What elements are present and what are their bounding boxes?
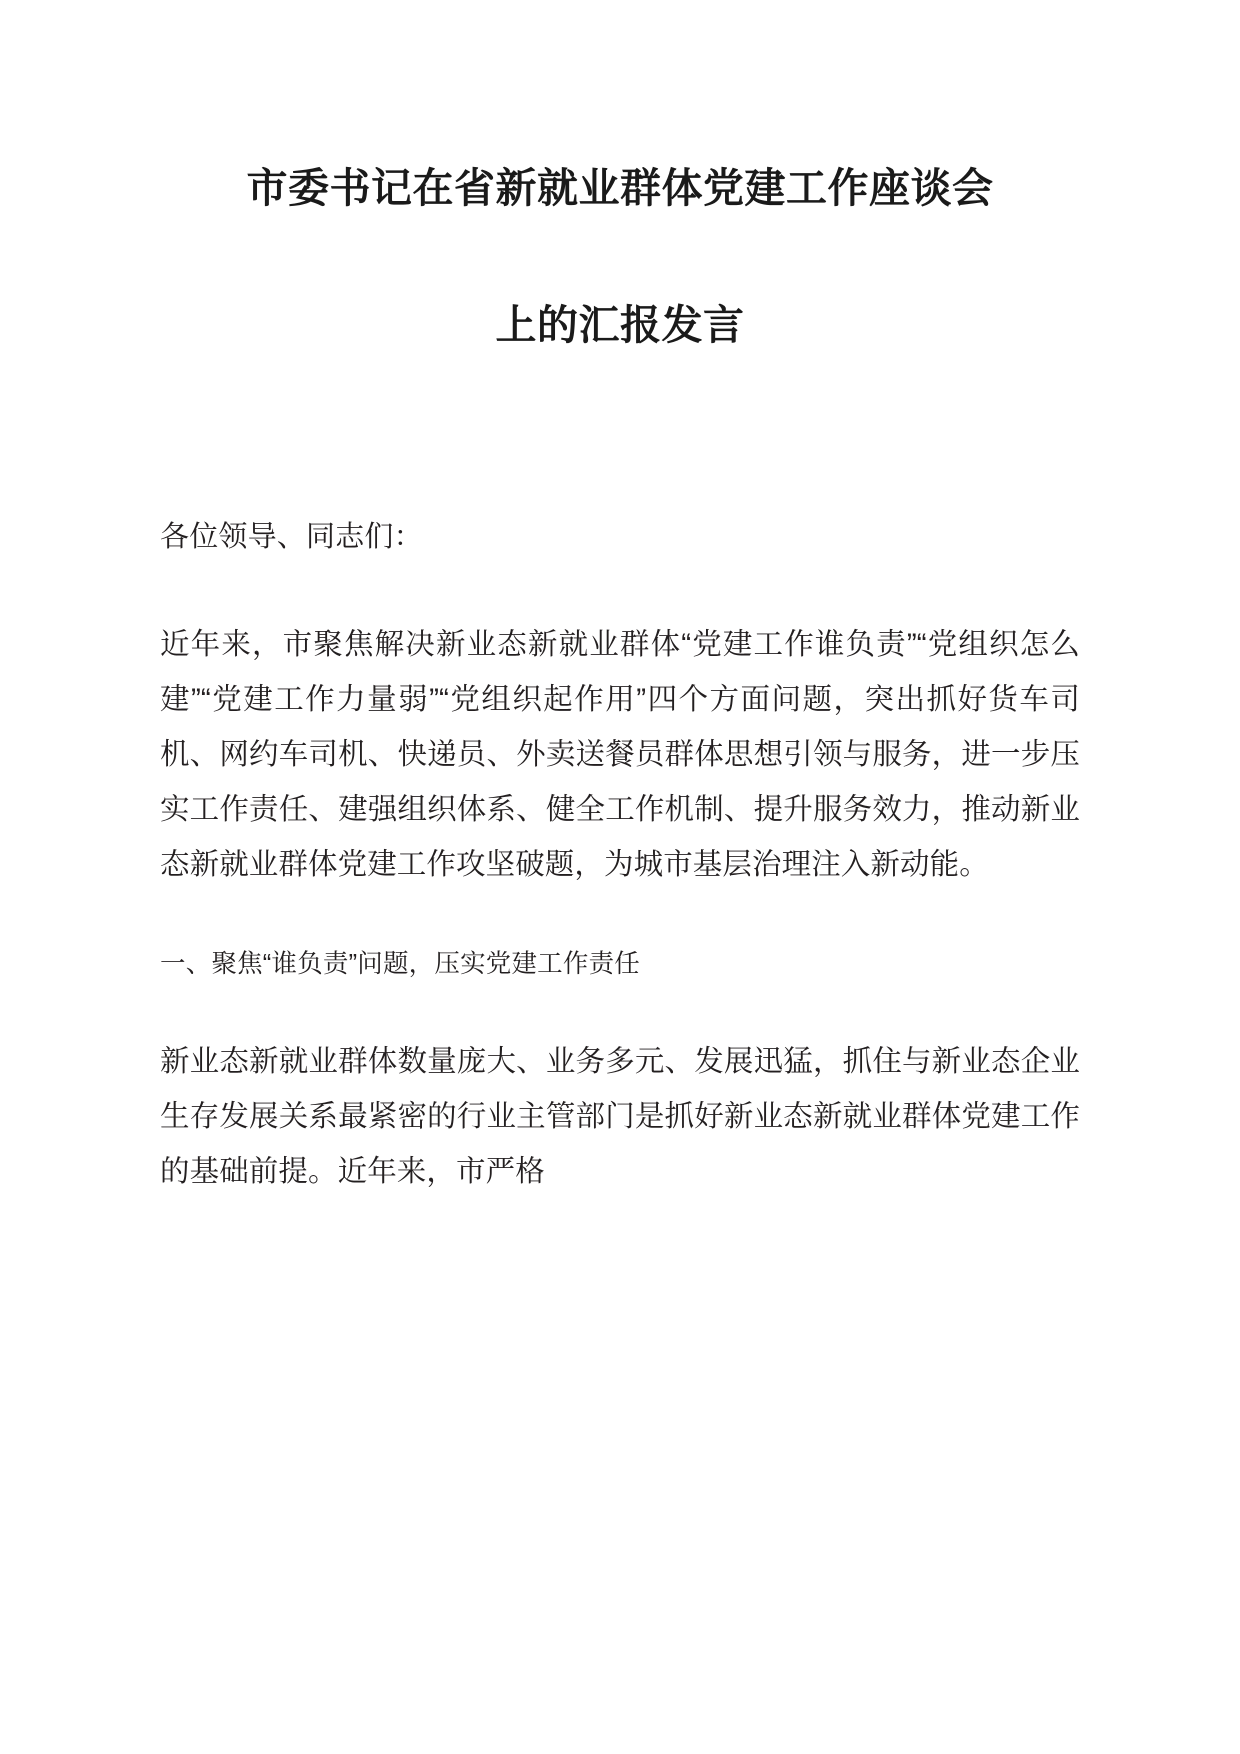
body-paragraph-2: 新业态新就业群体数量庞大、业务多元、发展迅猛，抓住与新业态企业生存发展关系最紧密的行业主管部门是抓好新业态新就业群体党建工作的基础前提。近年来，市严格 [160,1045,1080,1189]
page-title-line-1: 市委书记在省新就业群体党建工作座谈会 [246,165,994,211]
document-body [160,518,1080,1199]
section-heading-1: 一、聚焦“谁负责”问题，压实党建工作责任 [160,950,640,979]
document-content [160,0,1080,1199]
page-title-line-2: 上的汇报发言 [495,302,745,348]
body-paragraph-1: 近年来，市聚焦解决新业态新就业群体“党建工作谁负责”“党组织怎么建”“党建工作力量弱”“党组织起作用”四个方面问题，突出抓好货车司机、网约车司机、快递员、外卖送餐员群体思想引领与服务，进一步压实工作责任、建强组织体系、健全工作机制、提升服务效力，推动新业态新就业群体党建工作攻坚破题，为城市基层治理注入新动能。 [160,628,1080,882]
salutation: 各位领导、同志们： [160,521,423,553]
page-title [160,0,1080,346]
